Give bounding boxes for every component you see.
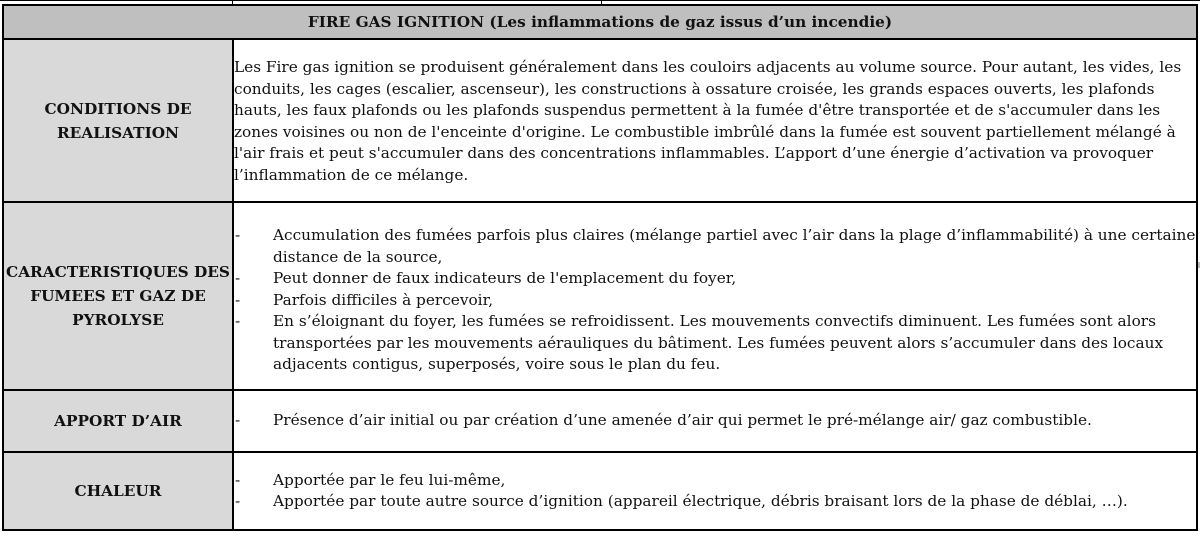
list-item-text: En s’éloignant du foyer, les fumées se refroidissent. Les mouvements convectifs diminuent. Les fumées sont alors transportées par les mouvements aérauliques du bâtiment. Les fumées peuvent alors s’accumuler dans des locaux adjacents contigus, superposés, voire sous le plan du feu. bbox=[273, 312, 1164, 373]
row-content-conditions bbox=[233, 39, 1197, 202]
list-item bbox=[234, 268, 1196, 290]
chaleur-list bbox=[234, 466, 1196, 517]
caracteristiques-list bbox=[234, 203, 1196, 389]
dash-bullet: - bbox=[235, 411, 241, 430]
list-item bbox=[234, 470, 1196, 492]
list-item bbox=[234, 311, 1196, 376]
dash-bullet: - bbox=[235, 470, 241, 489]
list-item-text: Présence d’air initial ou par création d’une amenée d’air qui permet le pré-mélange air/ gaz combustible. bbox=[273, 411, 1092, 430]
row-label-text: APPORT D’AIR bbox=[54, 412, 182, 430]
dash-bullet: - bbox=[235, 492, 241, 510]
list-item-text: Parfois difficiles à percevoir, bbox=[273, 290, 494, 309]
dash-bullet: - bbox=[235, 226, 241, 244]
conditions-paragraph: Les Fire gas ignition se produisent généralement dans les couloirs adjacents au volume source. Pour autant, les vides, les conduits, les cages (escalier, ascenseur), les constructions à ossature croisée, les grands espaces ouverts, les plafonds hauts, les faux plafonds ou les plafonds suspendus permettent à la fumée d'être transportée et de s'accumuler dans les zones voisines ou non de l'enceinte d'origine. Le combustible imbrûlé dans la fumée est souvent partiellement mélangé à l'air frais et peut s'accumuler dans des concentrations inflammables. L’apport d’une énergie d’activation va provoquer l’inflammation de ce mélange. bbox=[234, 58, 1182, 184]
row-content-apport-air bbox=[233, 390, 1197, 452]
row-label-chaleur bbox=[3, 452, 233, 530]
row-label-text: CONDITIONS DE REALISATION bbox=[44, 99, 192, 142]
list-item-text: Peut donner de faux indicateurs de l'emplacement du foyer, bbox=[273, 269, 737, 287]
row-label-apport-air bbox=[3, 390, 233, 452]
dash-bullet: - bbox=[235, 290, 241, 309]
table-row-caracteristiques bbox=[3, 202, 1197, 390]
dash-bullet: - bbox=[235, 269, 241, 287]
row-content-caracteristiques bbox=[233, 202, 1197, 390]
list-item-text: Accumulation des fumées parfois plus claires (mélange partiel avec l’air dans la plage d’inflammabilité) à une certaine distance de la source, bbox=[273, 226, 1196, 266]
table-row-apport-air bbox=[3, 390, 1197, 452]
list-item-text: Apportée par le feu lui-même, bbox=[273, 470, 506, 489]
table-row-chaleur bbox=[3, 452, 1197, 530]
list-item bbox=[234, 491, 1196, 513]
fire-gas-ignition-table bbox=[2, 4, 1198, 531]
table-title: FIRE GAS IGNITION (Les inflammations de gaz issus d’un incendie) bbox=[3, 5, 1197, 39]
row-label-caracteristiques bbox=[3, 202, 233, 390]
list-item bbox=[234, 410, 1196, 432]
table-row-conditions bbox=[3, 39, 1197, 202]
dash-bullet: - bbox=[235, 312, 241, 330]
row-label-text: CARACTERISTIQUES DES FUMEES ET GAZ DE PYROLYSE bbox=[6, 263, 230, 329]
list-item bbox=[234, 290, 1196, 312]
title-row bbox=[3, 5, 1197, 39]
apport-air-list bbox=[234, 410, 1196, 432]
list-item bbox=[234, 225, 1196, 268]
row-label-text: CHALEUR bbox=[74, 482, 162, 500]
row-content-chaleur bbox=[233, 452, 1197, 530]
list-item-text: Apportée par toute autre source d’ignition (appareil électrique, débris braisant lors de la phase de déblai, …). bbox=[273, 492, 1128, 510]
row-label-conditions bbox=[3, 39, 233, 202]
